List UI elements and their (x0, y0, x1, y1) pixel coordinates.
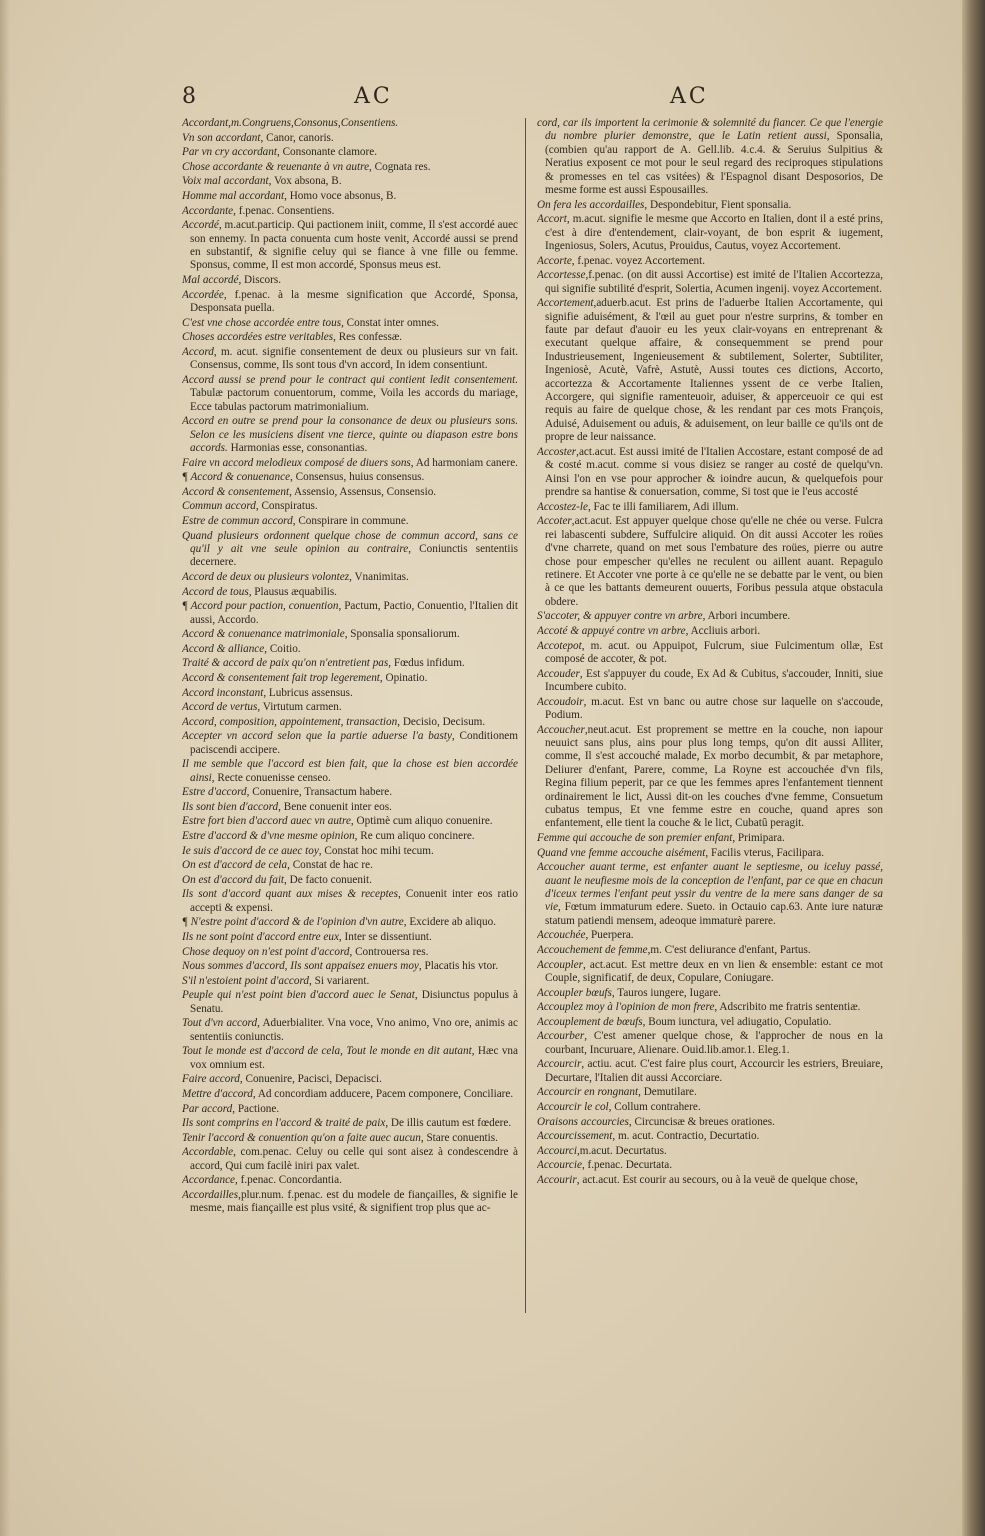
dictionary-entry (182, 1146, 518, 1173)
entry-latin-text: , act.acut. Est mettre deux en vn lien & ensemble: estant ce mot Couple, significatif, de deux, Copulare, Coniugare. (545, 958, 883, 984)
dictionary-entry (182, 1103, 518, 1116)
dictionary-entry (182, 175, 518, 188)
dictionary-entry (182, 845, 518, 858)
dictionary-entry (537, 1030, 883, 1057)
entry-latin-text: ,f.penac. (on dit aussi Accortise) est imité de l'Italien Accortezza, qui signifie subtilité d'esprit, Solertia, Acumen ingenij. voyez Accortement. (545, 269, 883, 295)
entry-french-text: Accortesse (537, 269, 586, 282)
entry-french-text: Accouchement de femme (537, 943, 648, 956)
entry-latin-text: , Opinatio. (379, 671, 428, 684)
entry-latin-text: , m.acut. signifie le mesme que Accorto en Italien, dont il a esté prins, c'est à dire d'entendement, clair-voyant, de bon esprit & iugement, Ingeniosus, Solers, Acutus, Prouidus, Cautus, voyez Accortement. (545, 213, 883, 253)
entry-latin-text: , Bene conuenit inter eos. (278, 800, 392, 813)
dictionary-entry (182, 960, 518, 973)
dictionary-entry (182, 600, 518, 627)
dictionary-entry (537, 1116, 883, 1129)
dictionary-entry (537, 1001, 883, 1014)
entry-french-text: Accourcie (537, 1159, 582, 1172)
entry-french-text: Accordé (182, 219, 219, 232)
entry-french-text: Accord inconstant (182, 686, 264, 699)
entry-latin-text: , Lubricus assensus. (263, 686, 353, 699)
dictionary-entry (537, 1174, 883, 1187)
entry-french-text: Femme qui accouche de son premier enfant (537, 831, 733, 844)
entry-latin-text: , Plausus æquabilis. (248, 585, 337, 598)
dictionary-entry (182, 117, 518, 130)
dictionary-entry (182, 289, 518, 316)
entry-french-text: Quand plusieurs ordonnent quelque chose de commun accord, sans ce qu'il y ait vne seule opinion au contraire (182, 529, 518, 555)
running-head-left: AC (354, 84, 393, 109)
entry-french-text: Accortement (537, 297, 594, 310)
entry-latin-text: , Consonante clamore. (276, 146, 378, 159)
entry-french-text: Mal accordé (182, 273, 239, 286)
dictionary-entry (537, 1058, 883, 1085)
entry-french-text: Chose accordante & reuenante à vn autre (182, 160, 370, 173)
entry-latin-text: , Optimè cum aliquo conuenire. (350, 815, 493, 828)
dictionary-entry (537, 987, 883, 1000)
dictionary-entry (182, 586, 518, 599)
entry-french-text: Ie suis d'accord de ce auec toy (182, 844, 319, 857)
running-header (0, 84, 962, 114)
dictionary-entry (537, 847, 883, 860)
dictionary-entry (537, 117, 883, 197)
dictionary-entry (182, 571, 518, 584)
entry-latin-text: , Coniunctis sententiis decernere. (190, 542, 518, 569)
dictionary-entry (537, 625, 883, 638)
entry-french-text: Quand vne femme accouche aisément (537, 846, 706, 859)
dictionary-entry (537, 1145, 883, 1158)
dictionary-entry (537, 944, 883, 957)
entry-french-text: Accostez-le (537, 500, 588, 513)
entry-latin-text: , Collum contrahere. (608, 1100, 701, 1113)
dictionary-entry (182, 786, 518, 799)
dictionary-entry (537, 1159, 883, 1172)
dictionary-entry (182, 500, 518, 513)
entry-french-text: Accord de vertus (182, 701, 258, 714)
entry-french-text: On fera les accordailles (537, 198, 645, 211)
entry-french-text: Accourcir en rongnant (537, 1086, 639, 1099)
entry-french-text: Estre d'accord (182, 786, 247, 799)
dictionary-entry (182, 415, 518, 455)
entry-latin-text: , f.penac. à la mesme signification que Accordé, Sponsa, Desponsata puella. (190, 288, 518, 314)
entry-latin-text: , Virtutum carmen. (257, 701, 342, 714)
dictionary-entry (537, 1086, 883, 1099)
dictionary-entry (537, 861, 883, 928)
entry-latin-text: , Puerpera. (585, 929, 634, 942)
entry-french-text: S'accoter, & appuyer contre vn arbre (537, 610, 703, 623)
entry-latin-text: , Fœdus infidum. (388, 657, 465, 670)
dictionary-entry (182, 346, 518, 373)
entry-latin-text: , Tauros iungere, Iugare. (611, 986, 721, 999)
dictionary-entry (182, 830, 518, 843)
dictionary-entry (182, 989, 518, 1016)
entry-latin-text: , Hæc vna vox omnium est. (190, 1045, 518, 1071)
entry-french-text: Accord de tous (182, 585, 249, 598)
dictionary-entry (182, 161, 518, 174)
entry-latin-text: , Controuersa res. (349, 945, 429, 958)
entry-latin-text: , Aduerbialiter. Vna voce, Vno animo, Vno ore, animis ac sententiis coniunctis. (190, 1017, 518, 1043)
entry-latin-text: , De illis cautum est fœdere. (385, 1117, 512, 1130)
dictionary-entry (537, 1101, 883, 1114)
dictionary-entry (182, 916, 518, 929)
entry-french-text: Accord & alliance (182, 642, 265, 655)
entry-latin-text: , Constat hoc mihi tecum. (318, 844, 434, 857)
entry-french-text: Tenir l'accord & conuention qu'on a faite auec aucun (182, 1131, 421, 1144)
entry-french-text: Accoudoir (537, 695, 584, 708)
entry-french-text: ¶ Accord & conuenance (182, 471, 291, 484)
dictionary-entry (537, 832, 883, 845)
entry-french-text: Accord, composition, appointement, transaction (182, 715, 398, 728)
entry-french-text: Accepter vn accord selon que la partie aduerse l'a basty (182, 730, 452, 743)
dictionary-entry (537, 199, 883, 212)
dictionary-entry (182, 205, 518, 218)
entry-french-text: Il me semble que l'accord est bien fait, que la chose est bien accordée ainsi (182, 758, 518, 784)
entry-latin-text: , Est s'appuyer du coude, Ex Ad & Cubitus, s'accouder, Inniti, siue Incumbere cubito. (545, 667, 883, 693)
entry-french-text: Accord de deux ou plusieurs volontez (182, 570, 350, 583)
entry-french-text: Nous sommes d'accord, Ils sont appaisez enuers moy (182, 960, 419, 973)
entry-french-text: S'il n'estoient point d'accord (182, 974, 310, 987)
entry-latin-text: , m.acut.particip. Qui pactionem iniit, comme, Il s'est accordé auec son ennemy. In pacta conuenta cum hoste venit, Accordé aussi se prend en substantif, & signifie celuy qui se fiance à vne fille ou femme. Sponsus, comme, Il est mon accordé, Sponsus meus est. (190, 219, 518, 272)
dictionary-entry (182, 643, 518, 656)
entry-latin-text: , Sponsalia, (combien qu'au rapport de A. Gell.lib. 4.c.4. & Seruius Sulpitius & Neratius exposent ce mot pour le seul regard des reciproques stipulations & promesses en tel cas vsitées) & l'Espagnol disant Desposorios, De mesme forme est aussi Espousailles. (545, 130, 883, 197)
entry-latin-text: , Inter se dissentiunt. (338, 931, 432, 944)
entry-latin-text: , Primipara. (732, 831, 785, 844)
entry-french-text: Accoster (537, 445, 577, 458)
entry-latin-text: , Demutilare. (638, 1086, 697, 1099)
entry-french-text: Traité & accord de paix qu'on n'entretient pas (182, 657, 389, 670)
entry-french-text: Peuple qui n'est point bien d'accord auec le Senat (182, 989, 415, 1002)
entry-latin-text: , Ad concordiam adducere, Pacem componere, Conciliare. (252, 1088, 514, 1100)
entry-french-text: Ils sont comprins en l'accord & traité de paix (182, 1117, 386, 1130)
dictionary-entry (537, 610, 883, 623)
entry-latin-text: , Conuenire, Transactum habere. (246, 786, 393, 799)
entry-latin-text: Tabulæ pactorum conuentorum, comme, Voila les accords du mariage, Ecce tabulas pactorum matrimonialium. (190, 387, 518, 413)
dictionary-entry (537, 1016, 883, 1029)
dictionary-entry (182, 946, 518, 959)
entry-french-text: cord, car ils importent la cerimonie & solemnité du fiancer. Ce que l'energie du nombre plurier demonstre, que le Latin retient aussi (537, 117, 883, 143)
dictionary-entry (537, 269, 883, 296)
entry-latin-text: , f.penac. Concordantia. (235, 1174, 342, 1187)
dictionary-entry (182, 931, 518, 944)
entry-french-text: Commun accord (182, 500, 256, 513)
entry-latin-text: , Ad harmoniam canere. (410, 456, 518, 469)
dictionary-entry (182, 317, 518, 330)
entry-french-text: Faire accord (182, 1073, 240, 1086)
entry-latin-text: , Re cum aliquo concinere. (354, 830, 475, 843)
dictionary-entry (182, 486, 518, 499)
entry-french-text: Ils sont d'accord quant aux mises & receptes (182, 888, 398, 901)
dictionary-entry (537, 640, 883, 667)
dictionary-entry (537, 668, 883, 695)
entry-french-text: Estre de commun accord (182, 514, 293, 527)
entry-latin-text: , C'est amener quelque chose, & l'approcher de nous en la courbant, Incuruare, Alienare. Ouid.lib.amor.1. Eleg.1. (545, 1030, 883, 1056)
entry-french-text: Ils ne sont point d'accord entre eux (182, 931, 339, 944)
entry-latin-text: ,aduerb.acut. Est prins de l'aduerbe Italien Accortamente, qui signifie aduisément, & l'œil au guet pour n'estre surprins, & tomber en faute par defaut d'auoir eu les yeux clair-voyans en entreprenant & executant quelque affaire, & consequemment se prend pour Industrieusement, Ingenieusement & subtilement, Solerter, Subtiliter, Ingeniosè, Acutè, Vafrè, Astutè, Aussi toutes ces dictions, Accorto, accortezza & Accortamente Italiennes yssent de ce verbe Italien, Accorgere, qui signifie ramenteuoir, aduiser, & apperceuoir ce qui est requis au faire de quelque chose, & les rendant par ces mots François, Aduisé, Aduisement ou aduis, & aduisement, on leur baille ce qu'ils ont de propre de leur naissance. (545, 297, 883, 444)
entry-latin-text: , Sponsalia sponsaliorum. (344, 628, 460, 641)
dictionary-entry (182, 1174, 518, 1187)
entry-latin-text: ,act.acut. Est aussi imité de l'Italien Accostare, estant composé de ad & costé m.acut. comme si vous disiez se ranger au costé de quelqu'vn. Ainsi l'on en vse pour approcher & ioindre aucun, & quelquefois pour prendre sa hantise & conuersation, comme, Si tost que ie l'eus accosté (545, 445, 883, 499)
entry-french-text: Ils sont bien d'accord (182, 800, 279, 813)
entry-french-text: Accourber (537, 1030, 585, 1043)
entry-latin-text: , De facto conuenit. (284, 873, 372, 886)
dictionary-entry (182, 672, 518, 685)
dictionary-entry (182, 146, 518, 159)
entry-french-text: Accordante (182, 204, 234, 217)
dictionary-entry (182, 219, 518, 273)
dictionary-entry (537, 255, 883, 268)
entry-french-text: Accouchée (537, 929, 586, 942)
entry-french-text: Tout le monde est d'accord de cela, Tout le monde en dit autant (182, 1045, 472, 1058)
entry-latin-text: , Discors. (238, 273, 282, 286)
dictionary-entry (537, 696, 883, 723)
dictionary-entry (182, 701, 518, 714)
entry-french-text: Accourcissement (537, 1130, 613, 1143)
dictionary-entry (182, 1189, 518, 1216)
entry-latin-text: , Arbori incumbere. (702, 610, 791, 623)
dictionary-entry (182, 657, 518, 670)
entry-french-text: Accoupler (537, 958, 583, 971)
entry-latin-text: , Fac te illi familiarem, Adi illum. (587, 500, 739, 513)
entry-latin-text: , Conspirare in commune. (292, 514, 409, 527)
dictionary-entry (537, 1130, 883, 1143)
entry-french-text: Accotepot (537, 639, 582, 652)
entry-french-text: Accoter (537, 515, 572, 528)
entry-latin-text: , Consensus, huius consensus. (290, 471, 425, 484)
entry-french-text: C'est vne chose accordée entre tous (182, 316, 342, 329)
dictionary-entry (182, 1117, 518, 1130)
entry-french-text: Accord en outre se prend pour la consonance de deux ou plusieurs sons. Selon ce les musiciens disent vne tierce, quinte ou diapason estre bons accords. (182, 415, 518, 454)
entry-latin-text: , Excidere ab aliquo. (403, 916, 497, 929)
entry-french-text: Tout d'vn accord (182, 1017, 258, 1030)
entry-latin-text: , Stare conuentis. (420, 1131, 498, 1144)
entry-french-text: Accoupler bœufs (537, 986, 612, 999)
entry-latin-text: ,neut.acut. Est proprement se mettre en la couche, non iapour neuuict sans plus, ains pour plus long temps, qu'on dit aussi Alliter, comme, Il s'est accouché malade, Ex morbo decumbit, & par metaphore, Deliurer d'enfant, Parere, comme, La Royne est accouchée d'vn fils, Regina filium peperit, par ce que les femmes apres l'enfantement tiennent ordinairement le lict, Aussi dit-on les couches d'vne femme, Consuetum cubatus tempus, Et vne femme estre en couche, quand apres son enfantement, elle tient la couche & le lict, Cubatû peragit. (545, 723, 883, 830)
entry-latin-text: , Coitio. (264, 642, 301, 655)
dictionary-entry (182, 859, 518, 872)
entry-french-text: Accord aussi se prend pour le contract qui contient ledit consentement. (182, 373, 518, 386)
dictionary-entry (182, 874, 518, 887)
entry-latin-text: , Facilis vterus, Facilipara. (705, 846, 825, 859)
dictionary-entry (182, 815, 518, 828)
entry-latin-text: , Accliuis arbori. (685, 624, 761, 637)
dictionary-entry (182, 132, 518, 145)
entry-latin-text: , act.acut. Est courir au secours, ou à la veuë de quelque chose, (576, 1173, 858, 1186)
dictionary-entry (182, 1088, 518, 1101)
entry-french-text: Vn son accordant (182, 131, 261, 144)
entry-french-text: Faire vn accord melodieux composé de diuers sons (182, 456, 411, 469)
entry-latin-text: ,m.acut. Decurtatus. (576, 1144, 667, 1157)
entry-french-text: Accordée (182, 288, 224, 301)
entry-french-text: Accouplement de bœufs (537, 1015, 643, 1028)
dictionary-entry (182, 190, 518, 203)
entry-latin-text: , Constat de hac re. (287, 859, 373, 872)
dictionary-entry (182, 530, 518, 570)
dictionary-entry (537, 929, 883, 942)
entry-french-text: Chose dequoy on n'est point d'accord (182, 945, 350, 958)
entry-latin-text: , Conspiratus. (255, 500, 318, 513)
entry-french-text: On est d'accord du fait (182, 873, 285, 886)
dictionary-entry (537, 501, 883, 514)
dictionary-entry (537, 297, 883, 444)
entry-latin-text: , Constat inter omnes. (341, 316, 439, 329)
entry-latin-text: , Pactione. (232, 1102, 280, 1115)
entry-french-text: Accoucher auant terme, est enfanter auant le septiesme, ou iceluy passé, auant le neufiesme mois de la conception de l'enfant, par ce que en chacun d'iceux termes l'enfant peut yssir du ventre de la mere sans danger de sa vie (537, 861, 883, 914)
entry-french-text: Accourir (537, 1173, 577, 1186)
entry-latin-text: , Si variarent. (309, 974, 370, 987)
entry-latin-text: , m.acut. Est vn banc ou autre chose sur laquelle on s'accoude, Podium. (545, 695, 883, 721)
entry-french-text: Accordant,m.Congruens,Consonus,Consentiens. (182, 117, 399, 129)
dictionary-entry (182, 716, 518, 729)
dictionary-entry (182, 1073, 518, 1086)
entry-latin-text: , Vnanimitas. (349, 570, 409, 583)
entry-french-text: Homme mal accordant (182, 189, 285, 202)
entry-french-text: Accouplez moy à l'opinion de mon frere (537, 1001, 715, 1014)
entry-latin-text: , m. acut. Contractio, Decurtatio. (612, 1130, 760, 1143)
entry-latin-text: ,plur.num. f.penac. est du modele de fiançailles, & signifie le mesme, mais fiançaille est plus vsité, & signifient trop plus que ac- (190, 1188, 518, 1215)
entry-latin-text: , Homo voce absonus, B. (284, 189, 397, 202)
running-head-right: AC (670, 84, 709, 109)
dictionary-entry (537, 724, 883, 831)
entry-latin-text: , Adscribito me fratris sententiæ. (714, 1001, 861, 1014)
entry-latin-text: , m. acut. ou Appuipot, Fulcrum, siue Fulcimentum ollæ, Est composé de accoter, & pot. (545, 639, 883, 665)
entry-french-text: Accourcir (537, 1058, 582, 1071)
dictionary-entry (182, 471, 518, 484)
entry-latin-text: , Recte conuenisse censeo. (211, 771, 331, 784)
entry-latin-text: , Vox absona, B. (268, 175, 342, 188)
entry-french-text: ¶ Accord pour paction, conuention (182, 600, 339, 613)
entry-latin-text: , Res confessæ. (333, 331, 403, 344)
entry-latin-text: , actiu. acut. C'est faire plus court, Accourcir les estriers, Breuiare, Decurtare, l'Italien dit aussi Accorciare. (545, 1058, 883, 1084)
page-number: 8 (182, 84, 196, 109)
column-divider (525, 118, 526, 1313)
dictionary-entry (537, 959, 883, 986)
dictionary-entry (537, 446, 883, 500)
entry-latin-text: , Conuenire, Pacisci, Depacisci. (239, 1073, 382, 1086)
entry-french-text: Par accord (182, 1102, 233, 1115)
right-column (537, 117, 883, 1317)
entry-latin-text: , Conditionem paciscendi accipere. (190, 730, 518, 756)
dictionary-entry (182, 758, 518, 785)
dictionary-entry (182, 1017, 518, 1044)
left-column (182, 117, 518, 1317)
dictionary-entry (182, 331, 518, 344)
entry-latin-text: , Circuncisæ & breues orationes. (628, 1115, 775, 1128)
entry-french-text: Accoté & appuyé contre vn arbre (537, 624, 686, 637)
dictionary-entry (182, 1045, 518, 1072)
entry-french-text: Estre d'accord & d'vne mesme opinion (182, 830, 355, 843)
entry-french-text: On est d'accord de cela (182, 859, 288, 872)
entry-french-text: Accordance (182, 1174, 236, 1187)
entry-latin-text: , m. acut. signifie consentement de deux ou plusieurs sur vn fait. Consensus, comme, Ils sont tous d'vn accord, In idem consentiunt. (190, 345, 518, 372)
entry-french-text: Accoucher (537, 723, 585, 736)
entry-french-text: Estre fort bien d'accord auec vn autre (182, 815, 351, 828)
dictionary-entry (182, 1132, 518, 1145)
entry-latin-text: , f.penac. Consentiens. (233, 204, 335, 217)
entry-french-text: Accord (182, 345, 214, 358)
entry-french-text: Mettre d'accord (182, 1088, 253, 1100)
entry-latin-text: , f.penac. voyez Accortement. (571, 254, 706, 267)
dictionary-entry (182, 515, 518, 528)
dictionary-entry (537, 213, 883, 253)
dictionary-entry (537, 515, 883, 609)
entry-latin-text: , Pactum, Pactio, Conuentio, l'Italien dit aussi, Accordo. (190, 600, 518, 626)
entry-latin-text: , Cognata res. (369, 160, 431, 173)
page-gutter-shadow (0, 0, 10, 1536)
dictionary-entry (182, 457, 518, 470)
entry-french-text: Accouder (537, 667, 580, 680)
dictionary-entry (182, 975, 518, 988)
entry-latin-text: , Boum iunctura, vel adiugatio, Copulatio. (642, 1015, 832, 1028)
entry-french-text: Accord & consentement fait trop legerement (182, 671, 380, 684)
entry-latin-text: , Canor, canoris. (260, 131, 334, 144)
entry-latin-text: , com.penac. Celuy ou celle qui sont aisez à condescendre à accord, Qui cum facilè iniri pax valet. (190, 1146, 518, 1172)
entry-latin-text: , Decisio, Decisum. (397, 715, 486, 728)
entry-french-text: Accord & consentement (182, 485, 290, 498)
entry-french-text: Oraisons accourcies (537, 1115, 629, 1128)
entry-latin-text: ,m. C'est deliurance d'enfant, Partus. (647, 943, 811, 956)
dictionary-entry (182, 888, 518, 915)
entry-latin-text: ,act.acut. Est appuyer quelque chose qu'elle ne chée ou verse. Fulcra rei labascenti subdere, Suffulcire aliquid. On dit aussi Accoter les roües d'vne charrete, quand on met sous l'embature des roües, pierre ou autre chose pour empescher qu'elles ne reculent ou aillent auant. Repagulo retinere. Et Accoter vne porte à ce qu'elle ne se debatte par le vent, ou bien à ce que les battants demeurent ouuerts, Foribus pessula atque obstacula obdere. (545, 515, 883, 608)
entry-latin-text: , Despondebitur, Fient sponsalia. (644, 198, 792, 211)
entry-latin-text: , Disiunctus populus à Senatu. (190, 989, 518, 1015)
entry-latin-text: , f.penac. Decurtata. (581, 1159, 673, 1172)
entry-latin-text: , Placatis his vtor. (418, 960, 499, 973)
entry-french-text: Par vn cry accordant (182, 146, 277, 159)
entry-french-text: Accorte (537, 254, 572, 267)
dictionary-entry (182, 687, 518, 700)
entry-french-text: Accort (537, 213, 567, 226)
dictionary-entry (182, 801, 518, 814)
entry-latin-text: , Conuenit inter eos ratio accepti & expensi. (190, 888, 518, 914)
entry-french-text: Accourcir le col (537, 1100, 609, 1113)
entry-french-text: Accord & conuenance matrimoniale (182, 628, 345, 641)
entry-latin-text: , Fœtum immaturum edere. Sueto. in Octauio cap.63. Ante iure naturæ statum patiendi mensem, adeoque immaturè parere. (545, 901, 883, 927)
entry-french-text: Accordable (182, 1146, 234, 1159)
dictionary-entry (182, 730, 518, 757)
dictionary-entry (182, 374, 518, 414)
entry-latin-text: , Assensio, Assensus, Consensio. (289, 485, 437, 498)
entry-french-text: Accourci (537, 1144, 577, 1157)
book-edge (962, 0, 985, 1536)
entry-french-text: Voix mal accordant (182, 175, 269, 188)
entry-french-text: ¶ N'estre point d'accord & de l'opinion d'vn autre (182, 916, 404, 929)
dictionary-entry (182, 274, 518, 287)
dictionary-entry (182, 628, 518, 641)
entry-latin-text: Harmonias esse, consonantias. (227, 441, 368, 454)
entry-french-text: Accordailles (182, 1188, 239, 1201)
entry-french-text: Choses accordées estre veritables (182, 331, 334, 344)
